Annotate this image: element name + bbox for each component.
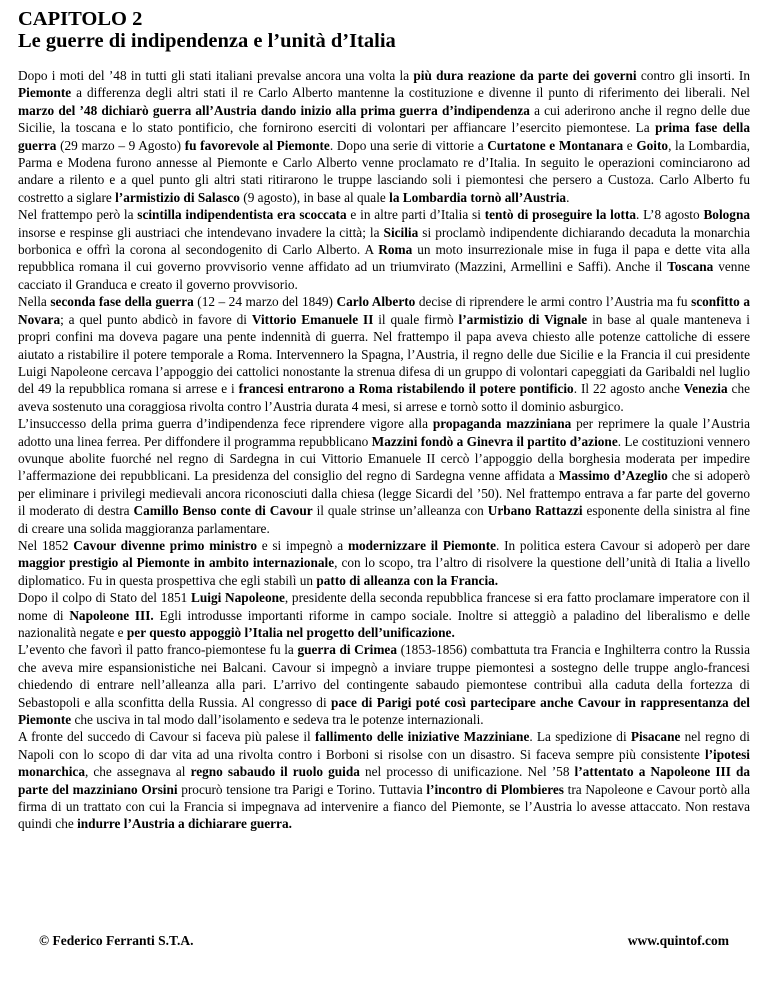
chapter-number: CAPITOLO 2 [18,8,143,30]
text-run: . [566,189,570,205]
text-run: , con lo scopo, tra l’altro di risolvere la questione dell’unità di Italia a livello diplomatico. Fu in questa prospettiva che egli stabilì un [18,555,750,588]
text-run: decise di riprendere le armi contro l’Austria ma fu [415,294,692,310]
text-run: che usciva in tal modo dall’isolamento e sedeva tra le potenze internazionali. [71,712,484,728]
bold-text: Cavour divenne primo ministro [73,537,257,553]
bold-text: per questo appoggiò l’Italia nel progetto dell’unificazione. [126,625,455,640]
bold-text: maggior prestigio al Piemonte in ambito internazionale [18,555,335,571]
bold-text: Carlo Alberto [336,294,416,310]
text-run: . Le costituzioni vennero ovunque abolite fuorché nel regno di Sardegna in cui Vittorio Emanuele II cercò l’appoggio della borghesia moderata per impedire l’affermazione dei repubblicani. La presidenza del consiglio del regno di Sardegna venne affidata a [18,433,750,484]
bold-text: marzo del ’48 dichiarò guerra all’Austria dando inizio alla prima guerra d’indipendenza [18,102,530,118]
bold-text: l’armistizio di Salasco [115,189,240,205]
paragraph [18,293,750,415]
text-run: procurò tensione tra Parigi e Torino. Tuttavia [177,781,427,797]
footer-website: www.quintof.com [627,933,729,948]
bold-text: Venezia [683,381,728,397]
text-run: , presidente della seconda repubblica francese si era fatto proclamare imperatore con il nome di [18,590,750,623]
text-run: si proclamò indipendente dichiarando decaduta la monarchia borbonica e offrì la corona al secondogenito di Carlo Alberto. A [18,224,750,258]
bold-text: seconda fase della guerra [50,294,194,310]
bold-text: Toscana [667,259,714,275]
text-run: , la Lombardia, Parma e Modena furono annesse al Piemonte e Carlo Alberto venne proclamato re d’Italia. In seguito le operazioni cominciarono ad andare a rilento e a quel punto gli altri stati ritirarono le truppe lasciando soli i piemontesi che persero a Custoza. Carlo Alberto fu costretto a siglare [18,137,750,205]
text-run: nel processo di unificazione. Nel ’58 [359,764,575,780]
text-run: (29 marzo – 9 Agosto) [56,137,185,153]
bold-text: scintilla indipendentista era scoccata [137,207,347,223]
chapter-heading: Le guerre di indipendenza e l’unità d’Italia [18,30,396,52]
bold-text: Goito [636,137,669,153]
text-run: Egli introdusse importanti riforme in campo sociale. Inoltre si atteggiò a paladino del liberalismo e delle nazionalità negate e [18,607,750,640]
bold-text: Vittorio Emanuele II [251,311,374,327]
bold-text: Urbano Rattazzi [487,503,583,519]
text-run: L’evento che favorì il patto franco-piemontese fu la [18,642,298,658]
paragraph [18,206,750,293]
bold-text: Napoleone III. [69,607,154,623]
bold-text: l’incontro di Plombieres [426,781,564,797]
bold-text: prima fase della guerra [18,120,750,153]
bold-text: l’ipotesi monarchica [18,746,750,780]
bold-text: tentò di proseguire la lotta [484,207,637,223]
bold-text: Luigi Napoleone [191,590,285,606]
text-run: e si impegnò a [256,537,348,553]
text-run: il quale strinse un’alleanza con [312,503,488,519]
text-run: un moto insurrezionale mise in fuga il papa e dette vita alla repubblica romana il cui governo provvisorio venne affidato ad un triumvirato (Mazzini, Armellini e Saffi). Anche il [18,242,750,275]
bold-text: pace di Parigi poté così partecipare anche Cavour in rappresentanza del Piemonte [18,694,751,728]
bold-text: Mazzini fondò a Ginevra il partito d’azione [371,433,618,449]
text-run: Dopo il colpo di Stato del 1851 [18,590,192,606]
text-run: . Il 22 agosto anche [573,381,684,397]
text-run: a differenza degli altri stati il re Carlo Alberto mantenne la costituzione e divenne il punto di riferimento dei liberali. Nel [71,85,750,101]
text-run: venne cacciato il Granduca e creato il governo provvisorio. [18,259,750,292]
bold-text: Curtatone e Montanara [487,137,624,153]
bold-text: francesi entrarono a Roma ristabilendo il potere pontificio [238,381,574,397]
text-run: Dopo i moti del ’48 in tutti gli stati italiani prevalse ancora una volta la [18,68,414,83]
bold-text: guerra di Crimea [297,642,397,658]
footer-copyright: © Federico Ferranti S.T.A. [39,933,194,948]
text-run: L’insuccesso della prima guerra d’indipendenza fece riprendere vigore alla [18,416,433,432]
bold-text: Bologna [703,207,750,223]
text-run: nel regno di Napoli con lo scopo di dar vita ad una rivolta contro i Borboni si risolse con un disastro. Si faceva sempre più consistente [18,729,750,762]
text-run: A fronte del succedo di Cavour si faceva più palese il [18,729,315,745]
text-run: . Dopo una serie di vittorie a [329,137,488,153]
text-run: (12 – 24 marzo del 1849) [193,294,337,310]
text-run: per reprimere la quale l’Austria adotto una linea ferrea. Per diffondere il programma repubblicano [18,416,750,449]
bold-text: Massimo d’Azeglio [558,468,668,484]
text-run: (9 agosto), in base al quale [239,189,390,205]
bold-text: Roma [378,242,413,258]
paragraph [18,537,750,589]
body-text [18,67,750,833]
text-run: Nel 1852 [18,537,74,553]
text-run: contro gli insorti. In [636,68,750,83]
text-run: il quale firmò [373,311,459,327]
bold-text: fallimento delle iniziative Mazziniane [315,729,530,745]
bold-text: regno sabaudo il ruolo guida [190,764,360,780]
bold-text: Piemonte [18,85,72,101]
paragraph [18,415,750,537]
text-run: . In politica estera Cavour si adoperò per dare [496,537,751,553]
text-run: esponente della sinistra al fine di creare una solida maggioranza parlamentare. [18,503,751,536]
bold-text: la Lombardia tornò all’Austria [389,189,567,205]
bold-text: propaganda mazziniana [432,416,572,432]
text-run: insorse e respinse gli austriaci che intendevano invadere la città; la [18,224,384,240]
paragraph [18,728,750,832]
bold-text: Pisacane [630,729,681,745]
text-run: in base al quale manteneva i propri confini ma doveva pagare una pente indennità di guerra. Nel frattempo il papa aveva chiesto alle potenze cattoliche di essere aiutato a ristabilire il potere temporale a Roma. Intervennero la Spagna, l’Austria, il regno delle due Sicilie e la Francia il cui presidente Luigi Napoleone cercava l’appoggio dei cattolici nonostante la strenua difesa di un gruppo di volontari capeggiati da Garibaldi nel luglio del 49 la repubblica romana si arrese e i [18,311,751,397]
text-run: Nel frattempo però la [18,207,138,223]
text-run: a cui aderirono anche il regno delle due Sicilie, la toscana e lo stato pontificio, che fornirono eserciti di volontari per affiancare l’esercito piemontese. La [18,102,750,136]
bold-text: fu favorevole al Piemonte [184,137,330,153]
bold-text: l’attentato a Napoleone III da parte del mazziniano Orsini [18,764,750,797]
paragraph [18,641,750,728]
text-run: e [623,137,637,153]
page-footer [39,933,729,949]
text-run: (1853-1856) combattuta tra Francia e Inghilterra contro la Russia che aveva mire espansionistiche nei Balcani. Cavour si impegnò a inviare truppe piemontesi a sostegno delle truppe anglo-francesi chiedendo di entrare nell’alleanza alla pari. L’arrivo del contingente sabaudo piemontese contribuì alla caduta della fortezza di Sebastopoli e alla sconfitta della Russia. Al congresso di [18,642,750,710]
text-run: che si adoperò per eliminare i privilegi medievali ancora riconosciuti dalla chiesa (legge Sicardi del ’50). Nel frattempo entrava a far parte del governo il moderato di destra [18,468,750,519]
text-run: . La spedizione di [529,729,631,745]
paragraph [18,67,750,206]
bold-text: Sicilia [383,224,419,240]
bold-text: modernizzare il Piemonte [347,537,497,553]
paragraph [18,589,750,641]
bold-text: indurre l’Austria a dichiarare guerra. [77,816,292,832]
chapter-title [18,8,750,52]
text-run: e in altre parti d’Italia si [346,207,485,223]
text-run: . L’8 agosto [636,207,704,223]
bold-text: Camillo Benso conte di Cavour [133,503,313,519]
text-run: , che assegnava al [84,764,191,780]
text-run: Nella [18,294,51,310]
text-run: ; a quel punto abdicò in favore di [60,311,252,327]
bold-text: l’armistizio di Vignale [458,311,588,327]
bold-text: più dura reazione da parte dei governi [413,68,637,83]
text-run: tra Napoleone e Cavour portò alla firma di un trattato con cui la Francia si impegnava ad intervenire a fianco del Piemonte, se l’Austria lo avesse attaccato. Non restava quindi che [18,781,751,832]
bold-text: sconfitto a Novara [18,294,750,327]
bold-text: patto di alleanza con la Francia. [316,572,499,588]
text-run: che aveva sostenuto una coraggiosa rivolta contro l’Austria durata 4 mesi, si arrese e tornò sotto il dominio asburgico. [18,381,751,414]
